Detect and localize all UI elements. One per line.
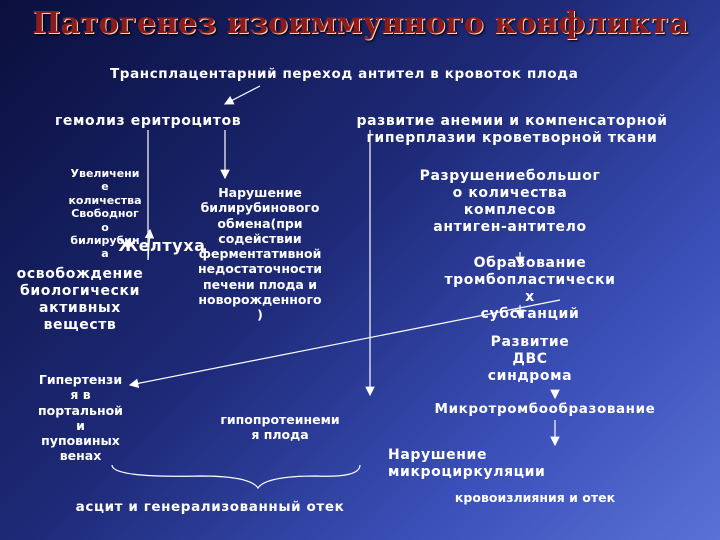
block-increase: Увеличени е количества Свободног о билирубин а: [68, 167, 142, 261]
block-jaundice: Желтуха: [118, 236, 206, 255]
block-hypoproteinemia: гипопротеинеми я плода: [220, 412, 340, 443]
block-microcirculation: Нарушение микроциркуляции: [388, 447, 546, 481]
block-ascites: асцит и генерализованный отек: [75, 499, 345, 515]
block-destruction: Разрушениебольшог о количества комплесов антиген-антитело: [419, 168, 601, 236]
brace: [112, 465, 360, 488]
block-hemorrhage: кровоизлияния и отек: [454, 490, 616, 505]
block-dic: Развитие ДВС синдрома: [487, 334, 573, 385]
block-hemolysis: гемолиз еритроцитов: [55, 113, 242, 129]
block-bilirubin-metabolism: Нарушение билирубинового обмена(при содействии ферментативной недостаточности печени плода и новорожденного ): [198, 185, 322, 322]
slide-title: Патогенез изоиммунного конфликта: [31, 6, 688, 41]
block-microthrombosis: Микротромбообразование: [434, 401, 656, 417]
block-transplacental: Трансплацентарний переход антител в кровоток плода: [110, 66, 579, 82]
arrow-to-hemolysis: [225, 86, 260, 104]
block-hypertension: Гипертензи я в портальной и пуповиных венах: [38, 372, 123, 464]
block-anemia: развитие анемии и компенсаторной гиперплазии кроветворной ткани: [356, 113, 668, 147]
block-release: освобождение биологически активных веществ: [16, 266, 144, 334]
block-thromboplastic: Образование тромбопластически х субстанций: [444, 255, 616, 323]
